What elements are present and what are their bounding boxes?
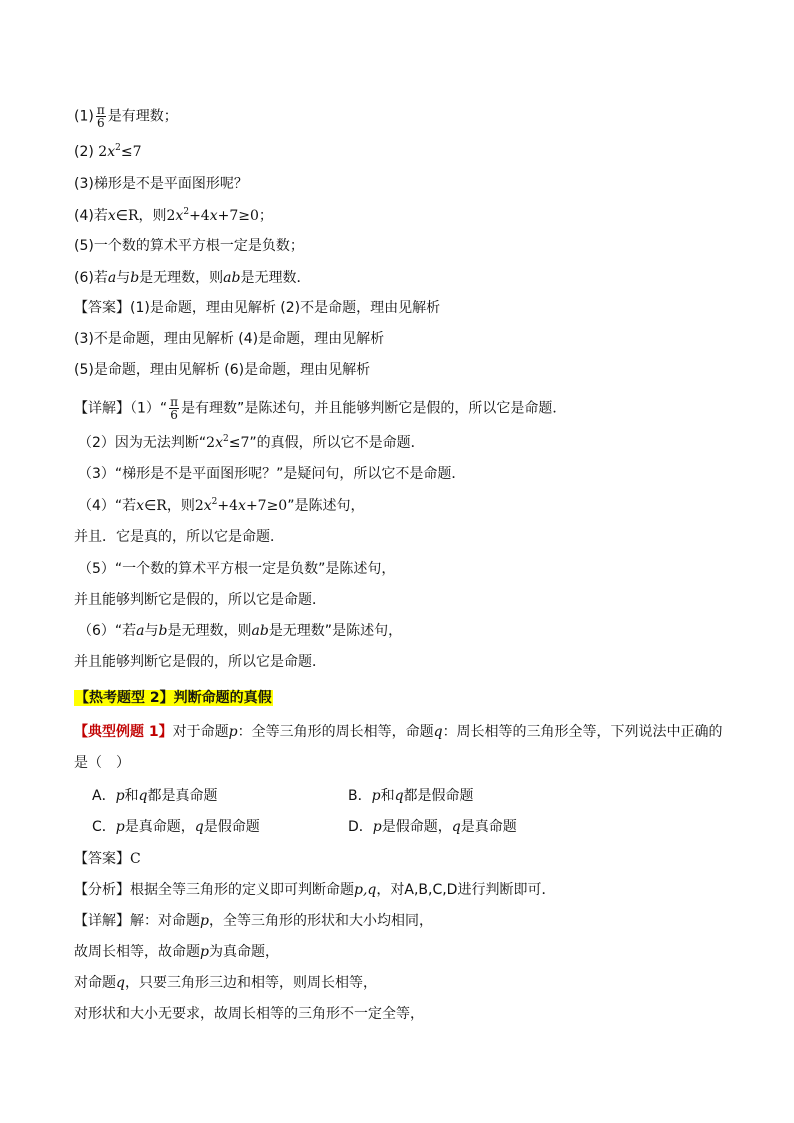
text: 是真命题， — [124, 819, 195, 835]
detail-label: 【详解】 — [74, 913, 130, 929]
answer-label: 【答案】 — [74, 851, 130, 867]
text: （1）“ — [130, 400, 168, 417]
math-term: +7≥0 — [245, 498, 288, 514]
math-var: p — [115, 788, 125, 804]
item-2 — [74, 142, 142, 162]
math-var: p — [115, 819, 125, 835]
math-in: ∈ — [115, 208, 128, 224]
item-5: (5)一个数的算术平方根一定是负数； — [74, 238, 304, 254]
text: 都是假命题 — [403, 788, 474, 804]
math-rel: ≤ — [228, 435, 241, 451]
item-number: (2) — [74, 144, 94, 160]
detail-line-5: （5）“一个数的算术平方根一定是负数”是陈述句， — [78, 561, 396, 577]
text: ”的真假，所以它不是命题． — [249, 435, 425, 451]
detail2-line-1 — [74, 911, 433, 931]
math-var: x — [107, 144, 116, 160]
math-var: x — [238, 498, 246, 514]
math-var: p,q — [354, 882, 377, 898]
math-coef: 2 — [194, 498, 204, 514]
math-rhs: 7 — [240, 435, 250, 451]
detail-label: 【详解】 — [74, 400, 130, 417]
text: （4）“若 — [78, 498, 137, 514]
math-coef: 2 — [166, 208, 176, 224]
item-text: 是有理数； — [107, 108, 178, 125]
detail-line-2 — [78, 433, 425, 453]
math-var: x — [209, 208, 218, 224]
math-in: ∈ — [144, 498, 157, 514]
text: ，只要三角形三边和相等，则周长相等， — [124, 975, 377, 991]
item-number: (1) — [74, 108, 94, 125]
item-3: (3)梯形是不是平面图形呢？ — [74, 176, 248, 192]
detail-line-3: （3）“梯形是不是平面图形呢？”是疑问句，所以它不是命题． — [78, 466, 466, 482]
math-var: q — [433, 724, 443, 740]
math-term: +4 — [189, 208, 210, 224]
fraction-numerator: π — [170, 395, 179, 409]
math-var: x — [215, 435, 223, 451]
math-var: ab — [223, 270, 241, 286]
answer-label: 【答案】 — [74, 300, 130, 316]
math-var: p — [200, 913, 209, 929]
fraction — [169, 396, 179, 421]
math-var: x — [203, 498, 212, 514]
option-c[interactable] — [92, 817, 260, 837]
math-rhs: 7 — [132, 144, 142, 160]
example-label: 【典型例题 1】 — [74, 724, 173, 740]
text: 与 — [116, 270, 131, 286]
math-var: q — [138, 788, 148, 804]
math-var: b — [130, 270, 140, 286]
detail-line-6 — [78, 621, 402, 641]
math-var: p — [228, 724, 238, 740]
text: 对于命题 — [172, 724, 229, 740]
answer-text: (1)是命题，理由见解析 (2)不是命题，理由见解析 — [130, 300, 441, 316]
text: ，则 — [166, 498, 195, 514]
math-var: b — [158, 623, 168, 639]
example-line-1 — [74, 722, 723, 742]
text: (4)若 — [74, 208, 108, 224]
section-title — [74, 688, 273, 708]
math-var: a — [107, 270, 117, 286]
text: 是无理数，则 — [167, 623, 252, 639]
text: 都是真命题 — [147, 788, 218, 804]
text: ：周长相等的三角形全等，下列说法中正确的 — [442, 724, 723, 740]
section-title-text: 【热考题型 2】判断命题的真假 — [75, 690, 272, 706]
text: 和 — [124, 788, 139, 804]
text: (6)若 — [74, 270, 108, 286]
option-b[interactable] — [348, 786, 474, 806]
math-var: p — [372, 819, 382, 835]
text: 是无理数”是陈述句， — [268, 623, 403, 639]
math-var: p — [200, 944, 209, 960]
option-letter: A． — [92, 788, 116, 804]
math-rel: ≤ — [120, 144, 133, 160]
text: ，全等三角形的形状和大小均相同， — [208, 913, 433, 929]
text: 对命题 — [74, 975, 116, 991]
text: 是真命题 — [460, 819, 517, 835]
item-4 — [74, 206, 273, 226]
text: 是无理数，则 — [139, 270, 224, 286]
math-var: a — [136, 623, 145, 639]
analysis-label: 【分析】 — [74, 882, 130, 898]
option-letter: D． — [348, 819, 373, 835]
answer-line-1 — [74, 298, 440, 318]
option-d[interactable] — [348, 817, 517, 837]
math-exp: 2 — [183, 207, 190, 217]
answer-line-3: (5)是命题，理由见解析 (6)是命题，理由见解析 — [74, 362, 371, 378]
text: 与 — [144, 623, 159, 639]
text: 为真命题， — [208, 944, 279, 960]
example-line-2: 是（ ） — [74, 755, 130, 771]
detail2-line-2 — [74, 942, 279, 962]
detail-line-6b: 并且能够判断它是假的，所以它是命题． — [74, 654, 326, 670]
text: ，对A,B,C,D进行判断即可． — [376, 882, 556, 898]
answer-value: C — [130, 851, 141, 867]
math-var: q — [116, 975, 125, 991]
math-var: x — [107, 208, 116, 224]
detail-line-5b: 并且能够判断它是假的，所以它是命题． — [74, 592, 326, 608]
text: 解：对命题 — [130, 913, 200, 929]
fraction-numerator: π — [96, 103, 105, 117]
analysis-line — [74, 880, 555, 900]
text: 是有理数”是陈述句，并且能够判断它是假的，所以它是命题． — [181, 400, 567, 417]
math-exp: 2 — [115, 143, 121, 153]
text: 故周长相等，故命题 — [74, 944, 200, 960]
math-set: R — [156, 498, 167, 514]
detail2-line-3 — [74, 973, 377, 993]
fraction-denominator: 6 — [170, 408, 178, 422]
text: ，则 — [138, 208, 167, 224]
math-var: ab — [251, 623, 269, 639]
math-var: q — [451, 819, 461, 835]
math-exp: 2 — [223, 434, 229, 444]
text: 是无理数． — [240, 270, 311, 286]
detail2-line-4: 对形状和大小无要求，故周长相等的三角形不一定全等， — [74, 1006, 424, 1022]
text: 和 — [380, 788, 395, 804]
text: 是假命题， — [381, 819, 452, 835]
math-var: x — [136, 498, 145, 514]
text: 根据全等三角形的定义即可判断命题 — [130, 882, 354, 898]
math-coef: 2 — [98, 144, 108, 160]
math-exp: 2 — [211, 497, 218, 507]
math-coef: 2 — [206, 435, 216, 451]
detail-line-4 — [78, 496, 364, 516]
math-var: p — [371, 788, 381, 804]
fraction-denominator: 6 — [96, 116, 105, 130]
item-6 — [74, 268, 310, 288]
text: ； — [258, 208, 273, 224]
math-term: +7≥0 — [217, 208, 259, 224]
text: （6）“若 — [78, 623, 137, 639]
answer2-line — [74, 849, 141, 869]
math-set: R — [127, 208, 139, 224]
item-1 — [74, 104, 178, 129]
text: ：全等三角形的周长相等，命题 — [237, 724, 434, 740]
detail-line-1 — [74, 396, 566, 421]
math-term: +4 — [217, 498, 239, 514]
detail-line-4b: 并且．它是真的，所以它是命题． — [74, 529, 284, 545]
math-var: q — [394, 788, 404, 804]
answer-line-2: (3)不是命题，理由见解析 (4)是命题，理由见解析 — [74, 331, 385, 347]
option-letter: C． — [92, 819, 116, 835]
math-var: q — [194, 819, 204, 835]
fraction — [96, 104, 106, 129]
text: ”是陈述句， — [287, 498, 365, 514]
text: 是假命题 — [203, 819, 260, 835]
option-letter: B． — [348, 788, 372, 804]
math-var: x — [175, 208, 184, 224]
option-a[interactable] — [92, 786, 218, 806]
text: （2）因为无法判断“ — [78, 435, 207, 451]
